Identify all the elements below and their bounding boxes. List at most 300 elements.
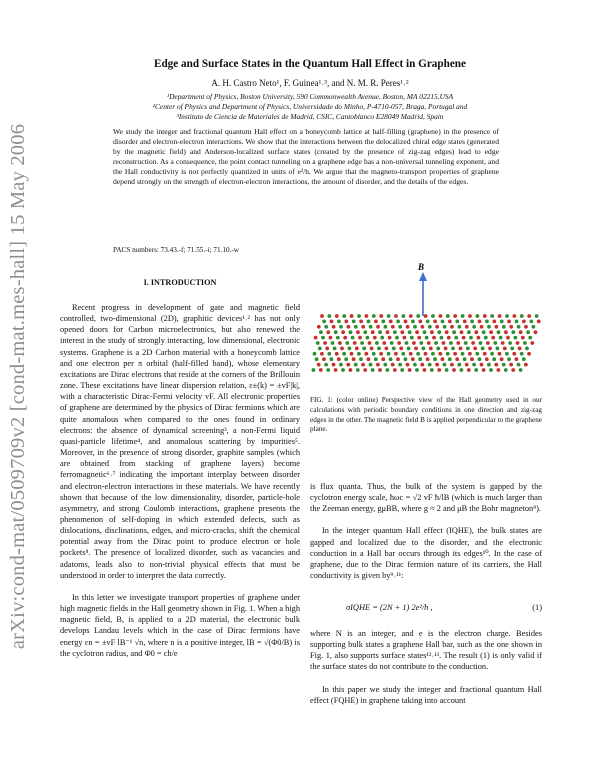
carbon-atom [313, 352, 317, 356]
carbon-atom [448, 320, 452, 324]
carbon-atom [346, 363, 350, 367]
carbon-atom [360, 341, 364, 345]
carbon-atom [365, 314, 369, 318]
carbon-atom [375, 341, 379, 345]
carbon-atom [415, 368, 419, 372]
carbon-atom [476, 314, 480, 318]
carbon-atom [443, 325, 447, 329]
carbon-atom [450, 325, 454, 329]
carbon-atom [484, 336, 488, 340]
carbon-atom [433, 357, 437, 361]
carbon-atom [497, 368, 501, 372]
carbon-atom [362, 347, 366, 351]
carbon-atom [503, 347, 507, 351]
carbon-atom [376, 363, 380, 367]
carbon-atom [517, 363, 521, 367]
carbon-atom [474, 330, 478, 334]
carbon-atom [487, 325, 491, 329]
carbon-atom [452, 368, 456, 372]
carbon-atom [506, 336, 510, 340]
carbon-atom [492, 357, 496, 361]
carbon-atom [455, 357, 459, 361]
carbon-atom [528, 336, 532, 340]
right-paragraph-2: In the integer quantum Hall effect (IQHE), the bulk states are gapped and localized due to the disorder, and the electronic conduction in a Hall bar occurs through its edges¹⁰. In the case of graphene, due to the Dirac fermion nature of its carriers, the Hall conductivity is given by⁹˒¹¹: [310, 526, 542, 581]
carbon-atom [317, 363, 321, 367]
carbon-atom [445, 368, 449, 372]
carbon-atom [404, 357, 408, 361]
carbon-atom [477, 336, 481, 340]
carbon-atom [411, 320, 415, 324]
carbon-atom [431, 352, 435, 356]
carbon-atom [387, 352, 391, 356]
carbon-atom [333, 347, 337, 351]
carbon-atom [354, 325, 358, 329]
carbon-atom [400, 330, 404, 334]
carbon-atom [441, 357, 445, 361]
intro-paragraph-2: In this letter we investigate transport properties of graphene under high magnetic fields in the Hall geometry shown in Fig. 1. When a high magnetic field, B, is applied to a 2D material, the electronic bulk develops Landau levels which in the case of Dirac fermions have energy εn = ±vF lB⁻¹ √n, where n is a positive integer, lB = √(Φ0/B) is the cyclotron radius, and Φ0 = ch/e [60, 592, 300, 658]
equation-body: σIQHE = (2N + 1) 2e²/h , [346, 603, 433, 612]
carbon-atom [521, 336, 525, 340]
carbon-atom [335, 352, 339, 356]
carbon-atom [344, 357, 348, 361]
carbon-atom [467, 330, 471, 334]
carbon-atom [374, 357, 378, 361]
carbon-atom [371, 330, 375, 334]
carbon-atom [345, 341, 349, 345]
carbon-atom [509, 363, 513, 367]
carbon-atom [393, 368, 397, 372]
carbon-atom [436, 347, 440, 351]
carbon-atom [471, 341, 475, 345]
carbon-atom [319, 330, 323, 334]
carbon-atom [489, 330, 493, 334]
carbon-atom [482, 330, 486, 334]
carbon-atom [535, 314, 539, 318]
carbon-atom [465, 363, 469, 367]
carbon-atom [502, 363, 506, 367]
carbon-atom [498, 314, 502, 318]
carbon-atom [317, 325, 321, 329]
carbon-atom [382, 341, 386, 345]
carbon-atom [461, 352, 465, 356]
carbon-atom [446, 352, 450, 356]
carbon-atom [396, 320, 400, 324]
carbon-atom [519, 330, 523, 334]
arxiv-stamp [4, 96, 34, 676]
carbon-atom [423, 368, 427, 372]
carbon-atom [322, 357, 326, 361]
carbon-atom [361, 363, 365, 367]
carbon-atom [349, 368, 353, 372]
carbon-atom [404, 320, 408, 324]
carbon-atom [517, 325, 521, 329]
carbon-atom [323, 341, 327, 345]
carbon-atom [524, 363, 528, 367]
carbon-atom [494, 363, 498, 367]
carbon-atom [527, 352, 531, 356]
carbon-atom [403, 336, 407, 340]
carbon-atom [446, 314, 450, 318]
carbon-atom [413, 363, 417, 367]
carbon-atom [327, 352, 331, 356]
carbon-atom [319, 368, 323, 372]
affiliation-2: ²Center of Physics and Department of Physics, Universidade do Minho, P-4710-057, Braga, Portugal and [152, 102, 468, 111]
carbon-atom [463, 357, 467, 361]
carbon-atom [465, 325, 469, 329]
carbon-atom [350, 314, 354, 318]
carbon-atom [395, 336, 399, 340]
carbon-atom [406, 325, 410, 329]
carbon-atom [391, 363, 395, 367]
carbon-atom [435, 325, 439, 329]
carbon-atom [522, 357, 526, 361]
carbon-atom [398, 325, 402, 329]
carbon-atom [369, 325, 373, 329]
carbon-atom [493, 341, 497, 345]
carbon-atom [371, 368, 375, 372]
carbon-atom [428, 363, 432, 367]
carbon-atom [500, 357, 504, 361]
carbon-atom [489, 368, 493, 372]
carbon-atom [428, 325, 432, 329]
carbon-atom [357, 352, 361, 356]
carbon-atom [332, 325, 336, 329]
carbon-atom [460, 330, 464, 334]
carbon-atom [430, 368, 434, 372]
carbon-atom [478, 357, 482, 361]
carbon-atom [530, 341, 534, 345]
carbon-atom [505, 314, 509, 318]
carbon-atom [427, 341, 431, 345]
carbon-atom [355, 347, 359, 351]
carbon-atom [361, 325, 365, 329]
carbon-atom [520, 314, 524, 318]
carbon-atom [524, 325, 528, 329]
carbon-atom [386, 330, 390, 334]
carbon-atom [359, 320, 363, 324]
carbon-atom [384, 325, 388, 329]
carbon-atom [462, 336, 466, 340]
carbon-atom [426, 357, 430, 361]
carbon-atom [369, 363, 373, 367]
right-column [310, 481, 542, 581]
carbon-atom [460, 368, 464, 372]
carbon-atom [322, 320, 326, 324]
carbon-atom [391, 325, 395, 329]
carbon-atom [396, 357, 400, 361]
carbon-atom [492, 320, 496, 324]
carbon-atom [386, 368, 390, 372]
carbon-atom [485, 357, 489, 361]
carbon-atom [532, 325, 536, 329]
carbon-atom [472, 363, 476, 367]
carbon-atom [504, 368, 508, 372]
carbon-atom [339, 325, 343, 329]
carbon-atom [334, 368, 338, 372]
carbon-atom [399, 347, 403, 351]
carbon-atom [407, 347, 411, 351]
carbon-atom [325, 347, 329, 351]
carbon-atom [312, 368, 316, 372]
section-heading: I. INTRODUCTION [143, 278, 217, 287]
carbon-atom [434, 341, 438, 345]
carbon-atom [522, 320, 526, 324]
carbon-atom [381, 320, 385, 324]
carbon-atom [376, 325, 380, 329]
carbon-atom [367, 320, 371, 324]
abstract: We study the integer and fractional quantum Hall effect on a honeycomb lattice at half-filling (graphene) in the presence of disorder and electron-electron interactions. We show that the interactions between the delocalized chiral edge states (generated by the magnetic field) and Anderson-localized surface states (created by the presence of zig-zag edges) lead to edge reconstruction. As a consequence, the point contact tunneling on a graphene edge has a non-universal tunneling exponent, and the Hall conductivity is not perfectly quantized in units of e²/h. We argue that the magneto-transport properties of graphene depend strongly on the strength of electron-electron interactions, the amount of disorder, and the details of the edges. [113, 127, 499, 187]
carbon-atom [444, 347, 448, 351]
carbon-atom [474, 368, 478, 372]
carbon-atom [410, 336, 414, 340]
carbon-atom [466, 347, 470, 351]
carbon-atom [481, 347, 485, 351]
carbon-atom [516, 341, 520, 345]
carbon-atom [380, 336, 384, 340]
carbon-atom [464, 341, 468, 345]
equation-number: (1) [532, 603, 542, 612]
graphene-lattice-illustration [310, 262, 542, 392]
affiliation-3: ³Instituto de Ciencia de Materiales de Madrid, CSIC, Cantoblanco E28049 Madrid, Spain [176, 112, 444, 121]
carbon-atom [356, 330, 360, 334]
carbon-atom [324, 363, 328, 367]
carbon-atom [421, 325, 425, 329]
carbon-atom [338, 341, 342, 345]
carbon-atom [495, 325, 499, 329]
carbon-atom [468, 314, 472, 318]
carbon-atom [328, 314, 332, 318]
carbon-atom [368, 341, 372, 345]
carbon-atom [534, 330, 538, 334]
carbon-atom [504, 330, 508, 334]
carbon-atom [418, 320, 422, 324]
carbon-atom [335, 314, 339, 318]
carbon-atom [381, 357, 385, 361]
carbon-atom [320, 352, 324, 356]
figure-caption: FIG. 1: (color online) Perspective view of the Hall geometry used in our calculations with periodic boundary conditions in one direction and zig-zag edges in the other. The magnetic field B is applied perpendicular to the graphene plane. [310, 396, 542, 434]
carbon-atom [511, 368, 515, 372]
carbon-atom [372, 352, 376, 356]
carbon-atom [448, 357, 452, 361]
carbon-atom [508, 341, 512, 345]
carbon-atom [483, 352, 487, 356]
carbon-atom [409, 352, 413, 356]
carbon-atom [420, 363, 424, 367]
carbon-atom [401, 352, 405, 356]
carbon-atom [424, 352, 428, 356]
carbon-atom [342, 352, 346, 356]
carbon-atom [433, 320, 437, 324]
carbon-atom [452, 330, 456, 334]
carbon-atom [415, 330, 419, 334]
carbon-atom [473, 347, 477, 351]
carbon-atom [329, 336, 333, 340]
carbon-atom [373, 336, 377, 340]
carbon-atom [409, 314, 413, 318]
carbon-atom [358, 336, 362, 340]
carbon-atom [350, 352, 354, 356]
carbon-atom [470, 357, 474, 361]
carbon-atom [423, 330, 427, 334]
carbon-atom [529, 320, 533, 324]
carbon-atom [347, 325, 351, 329]
carbon-atom [486, 341, 490, 345]
carbon-atom [379, 352, 383, 356]
carbon-atom [363, 368, 367, 372]
carbon-atom [324, 325, 328, 329]
carbon-atom [343, 336, 347, 340]
carbon-atom [336, 336, 340, 340]
left-column [60, 302, 300, 659]
carbon-atom [379, 314, 383, 318]
carbon-atom [511, 330, 515, 334]
carbon-atom [398, 363, 402, 367]
paper-title: Edge and Surface States in the Quantum Hall Effect in Graphene [153, 58, 466, 70]
carbon-atom [400, 368, 404, 372]
carbon-atom [367, 357, 371, 361]
carbon-atom [537, 320, 541, 324]
carbon-atom [499, 336, 503, 340]
carbon-atom [498, 352, 502, 356]
field-label: B [418, 262, 425, 272]
carbon-atom [394, 314, 398, 318]
carbon-atom [412, 341, 416, 345]
pacs-numbers: PACS numbers: 73.43.-f; 71.55.-i; 71.10.-w [113, 246, 239, 254]
carbon-atom [411, 357, 415, 361]
carbon-atom [479, 341, 483, 345]
carbon-atom [527, 314, 531, 318]
carbon-atom [463, 320, 467, 324]
carbon-atom [497, 330, 501, 334]
carbon-atom [356, 368, 360, 372]
carbon-atom [513, 314, 517, 318]
carbon-atom [340, 347, 344, 351]
carbon-atom [453, 352, 457, 356]
carbon-atom [480, 325, 484, 329]
carbon-atom [431, 314, 435, 318]
carbon-atom [426, 320, 430, 324]
carbon-atom [374, 320, 378, 324]
carbon-atom [459, 347, 463, 351]
carbon-atom [326, 330, 330, 334]
carbon-atom [490, 314, 494, 318]
carbon-atom [385, 347, 389, 351]
carbon-atom [424, 314, 428, 318]
carbon-atom [397, 341, 401, 345]
carbon-atom [363, 330, 367, 334]
carbon-atom [419, 341, 423, 345]
carbon-atom [332, 363, 336, 367]
carbon-atom [348, 347, 352, 351]
carbon-atom [440, 336, 444, 340]
carbon-atom [405, 341, 409, 345]
carbon-atom [501, 341, 505, 345]
lattice-atoms [312, 314, 541, 372]
carbon-atom [389, 320, 393, 324]
carbon-atom [318, 347, 322, 351]
carbon-atom [417, 336, 421, 340]
carbon-atom [519, 368, 523, 372]
carbon-atom [518, 347, 522, 351]
carbon-atom [442, 341, 446, 345]
carbon-atom [480, 363, 484, 367]
carbon-atom [523, 341, 527, 345]
carbon-atom [359, 357, 363, 361]
carbon-atom [507, 320, 511, 324]
carbon-atom [461, 314, 465, 318]
carbon-atom [351, 336, 355, 340]
carbon-atom [485, 320, 489, 324]
carbon-atom [445, 330, 449, 334]
carbon-atom [416, 314, 420, 318]
carbon-atom [334, 330, 338, 334]
author-list: A. H. Castro Neto¹, F. Guinea¹˒³, and N. M. R. Peres¹˒² [211, 78, 409, 88]
carbon-atom [337, 357, 341, 361]
carbon-atom [352, 320, 356, 324]
carbon-atom [354, 363, 358, 367]
carbon-atom [416, 352, 420, 356]
carbon-atom [491, 336, 495, 340]
carbon-atom [326, 368, 330, 372]
carbon-atom [378, 330, 382, 334]
carbon-atom [330, 320, 334, 324]
carbon-atom [510, 347, 514, 351]
carbon-atom [457, 363, 461, 367]
carbon-atom [425, 336, 429, 340]
carbon-atom [314, 336, 318, 340]
carbon-atom [331, 341, 335, 345]
carbon-atom [502, 325, 506, 329]
carbon-atom [439, 314, 443, 318]
carbon-atom [525, 347, 529, 351]
carbon-atom [515, 357, 519, 361]
carbon-atom [515, 320, 519, 324]
carbon-atom [472, 325, 476, 329]
carbon-atom [478, 320, 482, 324]
carbon-atom [366, 336, 370, 340]
carbon-atom [490, 352, 494, 356]
carbon-atom [341, 368, 345, 372]
carbon-atom [418, 357, 422, 361]
right-paragraph-1: is flux quanta. Thus, the bulk of the system is gapped by the cyclotron energy scale, ħωc = √2 vF ħ/lB (which is much larger than the Zeeman energy, gμBB, where g ≈ 2 and μB the Bohr magneton⁹). [310, 482, 542, 514]
carbon-atom [344, 320, 348, 324]
carbon-atom [453, 314, 457, 318]
carbon-atom [447, 336, 451, 340]
carbon-atom [441, 320, 445, 324]
right-paragraph-3: where N is an integer, and e is the electron charge. Besides supporting bulk states a graphene Hall bar, such as the one shown in Fig. 1, also supports surface states¹²˒¹³. The result (1) is only valid if the surface states do not contribute to the conduction. [310, 629, 542, 672]
carbon-atom [320, 314, 324, 318]
carbon-atom [437, 368, 441, 372]
carbon-atom [437, 330, 441, 334]
carbon-atom [500, 320, 504, 324]
carbon-atom [349, 330, 353, 334]
figure-1 [310, 262, 542, 392]
carbon-atom [364, 352, 368, 356]
carbon-atom [509, 325, 513, 329]
carbon-atom [514, 336, 518, 340]
carbon-atom [455, 320, 459, 324]
carbon-atom [353, 341, 357, 345]
carbon-atom [321, 336, 325, 340]
carbon-atom [450, 363, 454, 367]
carbon-atom [435, 363, 439, 367]
carbon-atom [330, 357, 334, 361]
carbon-atom [470, 320, 474, 324]
carbon-atom [377, 347, 381, 351]
carbon-atom [342, 314, 346, 318]
carbon-atom [414, 347, 418, 351]
carbon-atom [341, 330, 345, 334]
